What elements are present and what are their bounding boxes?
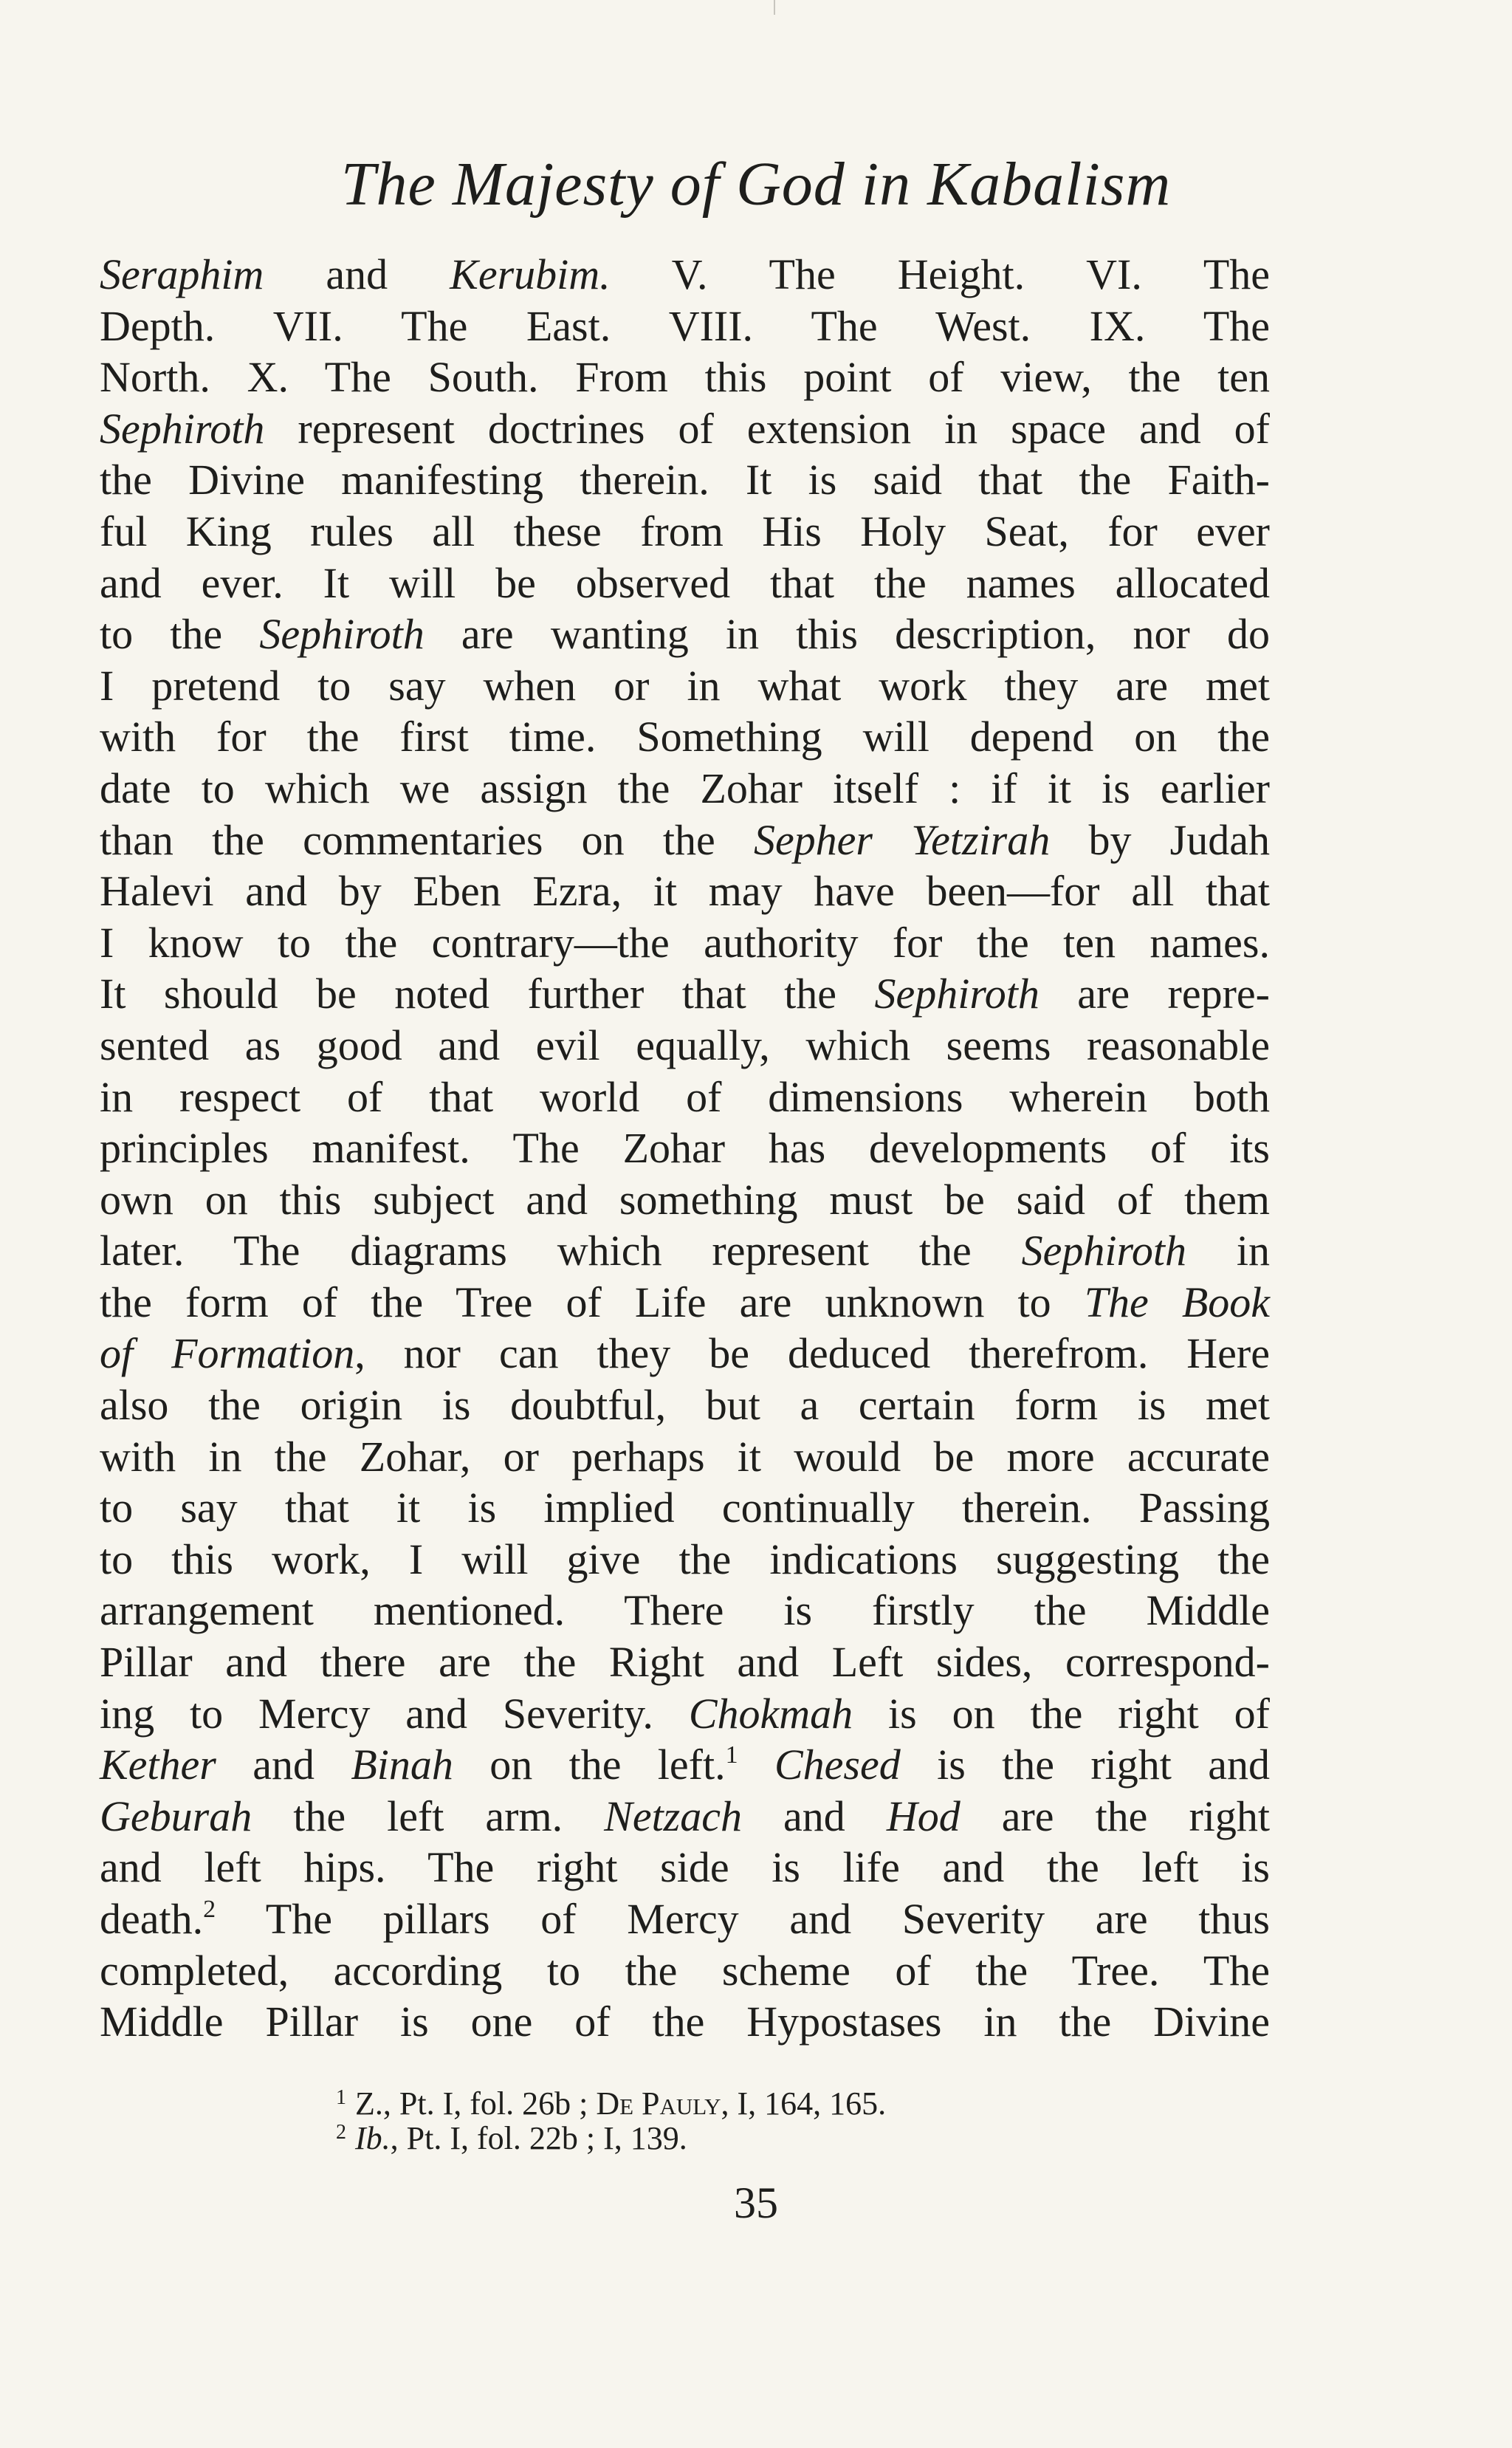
text-run: Halevi and by Eben Ezra, it may have been—for all that [100,867,1270,916]
italic-term: Kerubim. [450,250,611,298]
text-line [100,1379,1270,1431]
text-line [100,1277,1270,1328]
text-line [100,815,1270,866]
text-run: The pillars of Mercy and Severity are thus [216,1895,1270,1943]
text-run: to this work, I will give the indications suggesting the [100,1535,1270,1583]
footnote-reference: 2 [203,1896,216,1923]
text-line [100,1688,1270,1740]
text-run [738,1741,774,1789]
italic-term: Sephiroth [100,404,265,453]
text-line [100,1945,1270,1997]
text-line [100,1893,1270,1945]
text-line [100,763,1270,815]
text-run: on the left. [453,1741,726,1789]
text-run: the Divine manifesting therein. It is said that the Faith- [100,456,1270,504]
italic-term: of Formation [100,1329,355,1378]
text-run: , nor can they be deduced therefrom. Here [354,1329,1270,1378]
text-line [100,1842,1270,1893]
text-line [100,1225,1270,1277]
scan-edge-mark [774,0,775,15]
text-line [100,1996,1270,2048]
text-run: also the origin is doubtful, but a certain form is met [100,1381,1270,1430]
text-run: later. The diagrams which represent the [100,1227,1022,1275]
text-run: It should be noted further that the [100,970,875,1018]
italic-term: The Book [1084,1278,1270,1326]
text-run: Depth. VII. The East. VIII. The West. IX. The [100,301,1270,350]
text-line [100,1482,1270,1534]
text-line [100,558,1270,609]
text-line [100,403,1270,455]
footnote-text: , I, 164, 165. [721,2085,887,2122]
footnote-text: Z., Pt. I, fol. 26b ; [355,2085,597,2122]
footnote [336,2086,1296,2121]
text-run: and [264,250,450,298]
text-line [100,660,1270,712]
text-line [100,1585,1270,1636]
running-head: The Majesty of God in Kabalism [340,150,1172,219]
text-line [100,1020,1270,1072]
text-run: Pillar and there are the Right and Left sides, correspond- [100,1638,1270,1687]
text-line [100,1534,1270,1585]
text-run: I pretend to say when or in what work they are met [100,661,1270,710]
text-run: date to which we assign the Zohar itself : if it is earlier [100,764,1270,812]
text-line [100,1174,1270,1226]
italic-term: Chokmah [688,1689,853,1738]
text-line [100,506,1270,558]
text-run: are the right [960,1792,1270,1840]
text-run: sented as good and evil equally, which seems reasonable [100,1021,1270,1069]
text-line [100,711,1270,763]
text-line [100,917,1270,969]
italic-term: Sepher Yetzirah [753,815,1051,864]
italic-term: Sephiroth [259,610,425,659]
text-run: Middle Pillar is one of the Hypostases in the Divine [100,1998,1270,2046]
text-line [100,249,1270,301]
text-line [100,1636,1270,1688]
text-line [100,968,1270,1020]
footnote-number: 2 [336,2121,346,2144]
italic-term: Kether [100,1741,216,1789]
text-run: the left arm. [252,1792,605,1840]
text-run: is on the right of [853,1689,1270,1738]
text-line [100,608,1270,660]
footnote [336,2121,1296,2156]
text-run: to the [100,610,260,659]
text-run: represent doctrines of extension in space and of [264,404,1270,453]
text-line [100,865,1270,917]
text-run: principles manifest. The Zohar has developments of its [100,1124,1270,1173]
text-run: are wanting in this description, nor do [424,610,1270,659]
page-number: 35 [734,2178,778,2227]
text-line [100,1431,1270,1483]
italic-term: Binah [351,1741,453,1789]
italic-term: Chesed [774,1741,901,1789]
text-run: arrangement mentioned. There is firstly the Middle [100,1586,1270,1635]
text-run: and ever. It will be observed that the names allocated [100,558,1270,607]
italic-term: Sephiroth [874,970,1040,1018]
text-line [100,301,1270,352]
footnote-number: 1 [336,2086,346,2109]
text-line [100,454,1270,506]
italic-term: Geburah [100,1792,252,1840]
footnotes [336,2086,1296,2156]
text-run: than the commentaries on the [100,815,754,864]
text-line [100,1072,1270,1123]
text-run: and [742,1792,887,1840]
text-run: ing to Mercy and Severity. [100,1689,689,1738]
body-text [100,249,1270,2048]
text-run: and [216,1741,351,1789]
text-run: in respect of that world of dimensions wherein both [100,1072,1270,1121]
text-line [100,1791,1270,1842]
text-run: V. The Height. VI. The [610,250,1270,298]
italic-term: Seraphim [100,250,264,298]
text-run: in [1186,1227,1270,1275]
text-run: the form of the Tree of Life are unknown to [100,1278,1085,1326]
footnote-reference: 1 [725,1741,738,1769]
text-run: with for the first time. Something will depend on the [100,713,1270,761]
text-line [100,1739,1270,1791]
text-run: I know to the contrary—the authority for the ten names. [100,918,1270,967]
text-run: is the right and [900,1741,1270,1789]
text-run: to say that it is implied continually therein. Passing [100,1484,1270,1532]
text-run: North. X. The South. From this point of view, the ten [100,353,1270,402]
text-run: are repre- [1039,970,1270,1018]
text-run: death. [100,1895,204,1943]
italic-term: Sephiroth [1021,1227,1186,1275]
italic-term: Hod [886,1792,961,1840]
text-run: completed, according to the scheme of the Tree. The [100,1946,1270,1995]
text-line [100,352,1270,403]
footnote-text: De Pauly [596,2085,721,2122]
text-line [100,1328,1270,1379]
text-run: and left hips. The right side is life and the left is [100,1843,1270,1892]
italic-term: Netzach [604,1792,742,1840]
text-run: own on this subject and something must be said of them [100,1175,1270,1224]
text-run: ful King rules all these from His Holy Seat, for ever [100,507,1270,555]
text-line [100,1122,1270,1174]
footnote-text: , Pt. I, fol. 22b ; I, 139. [390,2120,687,2156]
text-run: by Judah [1050,815,1270,864]
footnote-text: Ib. [355,2120,391,2156]
text-run: with in the Zohar, or perhaps it would be more accurate [100,1432,1270,1481]
